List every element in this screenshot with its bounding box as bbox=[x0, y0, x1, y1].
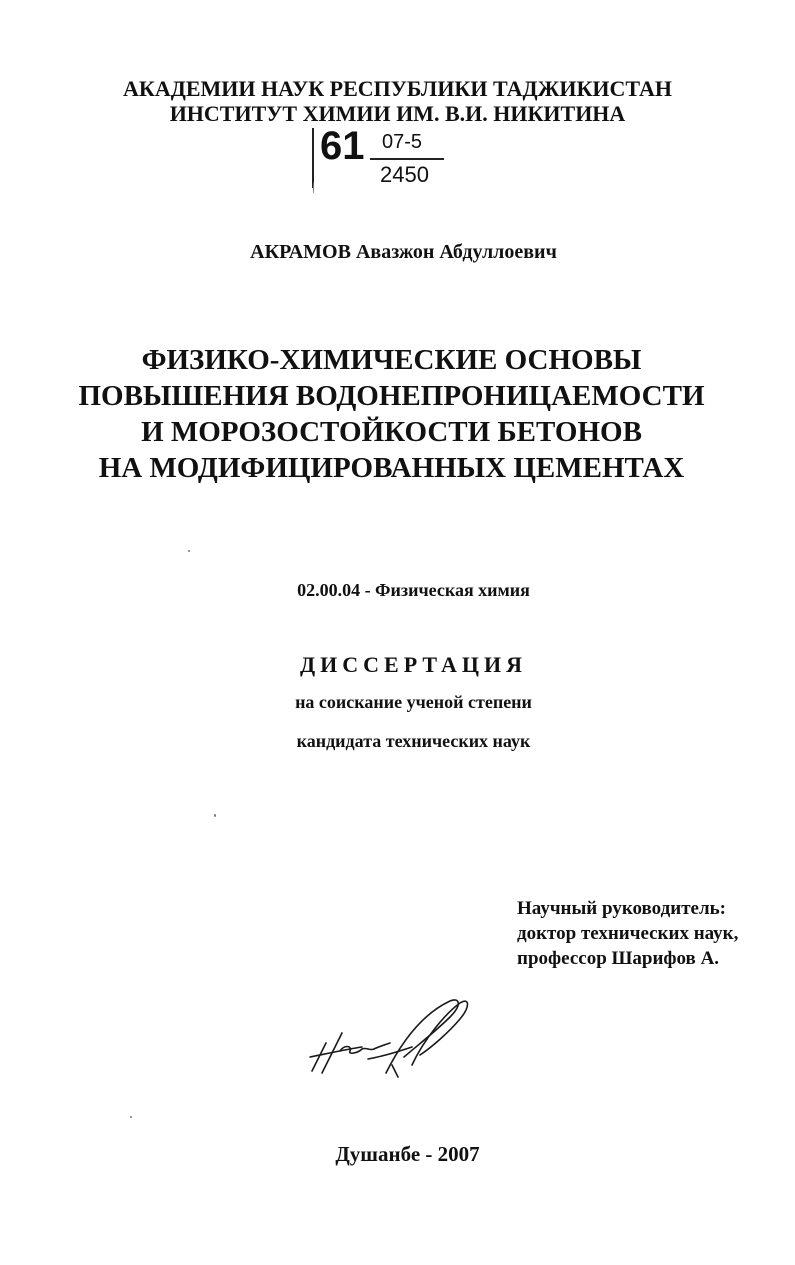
handwritten-signature bbox=[300, 995, 475, 1080]
degree-line-1: на соискание ученой степени bbox=[295, 692, 532, 712]
work-type: ДИССЕРТАЦИЯ bbox=[300, 652, 527, 677]
author-name: АКРАМОВ Авазжон Абдуллоевич bbox=[250, 241, 557, 263]
stamp-fraction-rule bbox=[370, 158, 444, 160]
degree-line-2: кандидата технических наук bbox=[296, 731, 531, 751]
institute-name: ИНСТИТУТ ХИМИИ ИМ. В.И. НИКИТИНА bbox=[169, 101, 626, 126]
stamp-code: 61 bbox=[320, 124, 365, 168]
specialty: 02.00.04 - Физическая химия bbox=[297, 580, 530, 600]
title-line-1: ФИЗИКО-ХИМИЧЕСКИЕ ОСНОВЫ bbox=[141, 344, 642, 376]
supervisor-name: профессор Шарифов А. bbox=[517, 948, 720, 969]
academy-name: АКАДЕМИИ НАУК РЕСПУБЛИКИ ТАДЖИКИСТАН bbox=[122, 76, 672, 101]
scan-speck bbox=[313, 182, 314, 194]
title-line-4: НА МОДИФИЦИРОВАННЫХ ЦЕМЕНТАХ bbox=[98, 452, 685, 484]
title-line-3: И МОРОЗОСТОЙКОСТИ БЕТОНОВ bbox=[141, 416, 642, 448]
catalog-stamp bbox=[312, 124, 452, 194]
scan-speck bbox=[188, 550, 190, 552]
stamp-denominator: 2450 bbox=[380, 162, 429, 187]
supervisor-block bbox=[517, 896, 738, 971]
scan-speck bbox=[214, 814, 216, 817]
stamp-vertical-rule bbox=[312, 128, 314, 188]
stamp-numerator: 07-5 bbox=[382, 131, 423, 153]
scan-speck bbox=[130, 1116, 132, 1118]
supervisor-heading: Научный руководитель: bbox=[517, 898, 726, 919]
place-and-year: Душанбе - 2007 bbox=[335, 1142, 480, 1166]
supervisor-degree: доктор технических наук, bbox=[517, 923, 739, 944]
title-line-2: ПОВЫШЕНИЯ ВОДОНЕПРОНИЦАЕМОСТИ bbox=[78, 380, 705, 412]
